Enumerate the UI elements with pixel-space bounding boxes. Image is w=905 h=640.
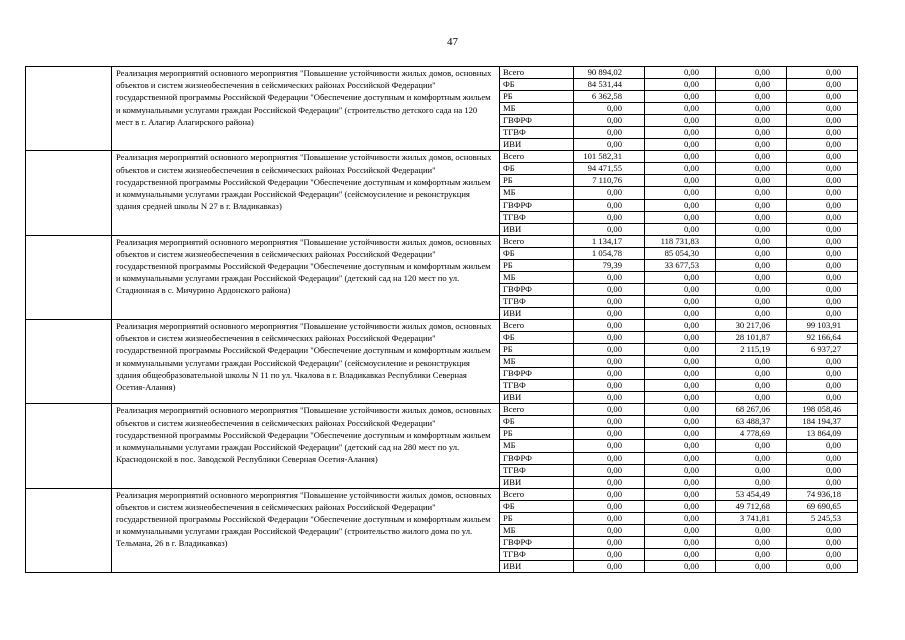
funding-source: ИВИ	[500, 139, 574, 151]
amount-cell: 0,00	[574, 319, 645, 331]
amount-cell: 0,00	[574, 295, 645, 307]
amount-cell: 0,00	[645, 416, 716, 428]
empty-index-cell	[26, 404, 112, 488]
amount-cell: 1 134,17	[574, 235, 645, 247]
amount-cell: 28 101,87	[716, 332, 787, 344]
amount-cell: 0,00	[645, 103, 716, 115]
amount-cell: 0,00	[574, 512, 645, 524]
table-row	[26, 488, 858, 500]
amount-cell: 0,00	[574, 488, 645, 500]
amount-cell: 0,00	[787, 199, 858, 211]
amount-cell: 0,00	[716, 151, 787, 163]
amount-cell: 0,00	[574, 187, 645, 199]
amount-cell: 0,00	[645, 139, 716, 151]
funding-source: ТГВФ	[500, 380, 574, 392]
amount-cell: 0,00	[716, 247, 787, 259]
amount-cell: 0,00	[574, 139, 645, 151]
funding-source: ТГВФ	[500, 211, 574, 223]
amount-cell: 0,00	[645, 428, 716, 440]
funding-source: ФБ	[500, 79, 574, 91]
amount-cell: 198 058,46	[787, 404, 858, 416]
amount-cell: 0,00	[787, 115, 858, 127]
page-number: 47	[447, 36, 458, 48]
amount-cell: 0,00	[645, 91, 716, 103]
amount-cell: 0,00	[645, 211, 716, 223]
amount-cell: 0,00	[716, 380, 787, 392]
amount-cell: 0,00	[574, 103, 645, 115]
table-body	[26, 67, 858, 573]
amount-cell: 49 712,68	[716, 500, 787, 512]
measure-description: Реализация мероприятий основного мероприятия "Повышение устойчивости жилых домов, основных объектов и систем жизнеобеспечения в сейсмических районах Российской Федерации" государственной программы Российской Федерации "Обеспечение доступным и комфортным жильем и коммунальными услугами граждан Российской Федерации" (детский сад на 280 мест по ул. Краснодонской в пос. Заводской Республики Северная Осетия-Алания)	[112, 404, 500, 488]
amount-cell: 0,00	[645, 500, 716, 512]
funding-source: МБ	[500, 103, 574, 115]
amount-cell: 0,00	[787, 560, 858, 572]
amount-cell: 0,00	[645, 319, 716, 331]
amount-cell: 0,00	[716, 283, 787, 295]
funding-source: МБ	[500, 524, 574, 536]
amount-cell: 0,00	[645, 151, 716, 163]
funding-source: РБ	[500, 91, 574, 103]
amount-cell: 0,00	[787, 440, 858, 452]
amount-cell: 0,00	[787, 127, 858, 139]
amount-cell: 0,00	[716, 392, 787, 404]
amount-cell: 0,00	[787, 175, 858, 187]
amount-cell: 0,00	[574, 199, 645, 211]
amount-cell: 184 194,37	[787, 416, 858, 428]
amount-cell: 0,00	[645, 452, 716, 464]
amount-cell: 0,00	[645, 115, 716, 127]
amount-cell: 0,00	[574, 452, 645, 464]
measure-description: Реализация мероприятий основного мероприятия "Повышение устойчивости жилых домов, основных объектов и систем жизнеобеспечения в сейсмических районах Российской Федерации" государственной программы Российской Федерации "Обеспечение доступным и комфортным жильем и коммунальными услугами граждан Российской Федерации" (сейсмоусиление и реконструкция здания средней школы N 27 в г. Владикавказ)	[112, 151, 500, 235]
amount-cell: 0,00	[716, 440, 787, 452]
funding-source: РБ	[500, 259, 574, 271]
amount-cell: 0,00	[787, 295, 858, 307]
funding-source: ФБ	[500, 163, 574, 175]
amount-cell: 30 217,06	[716, 319, 787, 331]
amount-cell: 0,00	[787, 91, 858, 103]
amount-cell: 0,00	[716, 79, 787, 91]
amount-cell: 3 741,81	[716, 512, 787, 524]
amount-cell: 0,00	[574, 392, 645, 404]
amount-cell: 0,00	[716, 271, 787, 283]
funding-source: ФБ	[500, 332, 574, 344]
amount-cell: 0,00	[574, 271, 645, 283]
amount-cell: 0,00	[645, 163, 716, 175]
amount-cell: 0,00	[574, 115, 645, 127]
amount-cell: 101 582,31	[574, 151, 645, 163]
amount-cell: 33 677,53	[645, 259, 716, 271]
funding-source: Всего	[500, 235, 574, 247]
amount-cell: 99 103,91	[787, 319, 858, 331]
funding-source: РБ	[500, 175, 574, 187]
amount-cell: 4 778,69	[716, 428, 787, 440]
amount-cell: 0,00	[716, 199, 787, 211]
amount-cell: 0,00	[574, 380, 645, 392]
funding-source: МБ	[500, 271, 574, 283]
measure-description: Реализация мероприятий основного мероприятия "Повышение устойчивости жилых домов, основных объектов и систем жизнеобеспечения в сейсмических районах Российской Федерации" государственной программы Российской Федерации "Обеспечение доступным и комфортным жильем и коммунальными услугами граждан Российской Федерации" (сейсмоусиление и реконструкция здания общеобразовательной школы N 11 по ул. Чкалова в г. Владикавказ Республики Северная Осетия-Алания)	[112, 319, 500, 403]
amount-cell: 0,00	[574, 344, 645, 356]
amount-cell: 1 054,78	[574, 247, 645, 259]
funding-source: МБ	[500, 356, 574, 368]
table-row	[26, 151, 858, 163]
funding-source: ТГВФ	[500, 548, 574, 560]
amount-cell: 0,00	[574, 368, 645, 380]
amount-cell: 0,00	[574, 500, 645, 512]
amount-cell: 53 454,49	[716, 488, 787, 500]
amount-cell: 0,00	[716, 560, 787, 572]
financing-table	[25, 66, 858, 573]
funding-source: Всего	[500, 319, 574, 331]
amount-cell: 0,00	[787, 79, 858, 91]
funding-source: МБ	[500, 187, 574, 199]
amount-cell: 84 531,44	[574, 79, 645, 91]
empty-index-cell	[26, 67, 112, 151]
amount-cell: 0,00	[716, 536, 787, 548]
amount-cell: 79,39	[574, 259, 645, 271]
funding-source: ГВФРФ	[500, 452, 574, 464]
amount-cell: 0,00	[574, 283, 645, 295]
funding-source: ФБ	[500, 247, 574, 259]
funding-source: РБ	[500, 512, 574, 524]
amount-cell: 0,00	[645, 271, 716, 283]
funding-source: ИВИ	[500, 476, 574, 488]
amount-cell: 0,00	[574, 560, 645, 572]
amount-cell: 0,00	[645, 536, 716, 548]
amount-cell: 0,00	[645, 464, 716, 476]
amount-cell: 0,00	[645, 380, 716, 392]
amount-cell: 0,00	[645, 295, 716, 307]
funding-source: ИВИ	[500, 392, 574, 404]
amount-cell: 0,00	[716, 295, 787, 307]
amount-cell: 6 362,58	[574, 91, 645, 103]
amount-cell: 90 894,02	[574, 67, 645, 79]
amount-cell: 0,00	[716, 368, 787, 380]
amount-cell: 7 110,76	[574, 175, 645, 187]
amount-cell: 0,00	[716, 127, 787, 139]
amount-cell: 0,00	[716, 163, 787, 175]
funding-source: ФБ	[500, 416, 574, 428]
amount-cell: 0,00	[716, 139, 787, 151]
amount-cell: 69 690,65	[787, 500, 858, 512]
funding-source: МБ	[500, 440, 574, 452]
funding-source: ИВИ	[500, 307, 574, 319]
amount-cell: 0,00	[716, 175, 787, 187]
amount-cell: 74 936,18	[787, 488, 858, 500]
funding-source: ФБ	[500, 500, 574, 512]
amount-cell: 85 054,30	[645, 247, 716, 259]
amount-cell: 0,00	[787, 476, 858, 488]
amount-cell: 0,00	[574, 223, 645, 235]
amount-cell: 0,00	[787, 151, 858, 163]
amount-cell: 0,00	[787, 452, 858, 464]
table-row	[26, 67, 858, 79]
amount-cell: 118 731,83	[645, 235, 716, 247]
amount-cell: 0,00	[716, 115, 787, 127]
amount-cell: 0,00	[716, 211, 787, 223]
amount-cell: 0,00	[716, 67, 787, 79]
amount-cell: 0,00	[716, 187, 787, 199]
amount-cell: 0,00	[787, 187, 858, 199]
amount-cell: 0,00	[787, 536, 858, 548]
amount-cell: 0,00	[716, 548, 787, 560]
amount-cell: 0,00	[645, 127, 716, 139]
amount-cell: 0,00	[574, 548, 645, 560]
amount-cell: 5 245,53	[787, 512, 858, 524]
amount-cell: 0,00	[787, 163, 858, 175]
amount-cell: 0,00	[787, 307, 858, 319]
funding-source: ГВФРФ	[500, 115, 574, 127]
amount-cell: 0,00	[716, 235, 787, 247]
amount-cell: 0,00	[716, 259, 787, 271]
amount-cell: 0,00	[574, 307, 645, 319]
amount-cell: 94 471,55	[574, 163, 645, 175]
amount-cell: 0,00	[645, 79, 716, 91]
funding-source: РБ	[500, 428, 574, 440]
amount-cell: 0,00	[787, 139, 858, 151]
amount-cell: 0,00	[787, 283, 858, 295]
funding-source: ИВИ	[500, 560, 574, 572]
funding-source: Всего	[500, 151, 574, 163]
amount-cell: 0,00	[787, 211, 858, 223]
table-row	[26, 235, 858, 247]
empty-index-cell	[26, 151, 112, 235]
amount-cell: 0,00	[645, 199, 716, 211]
amount-cell: 0,00	[787, 392, 858, 404]
amount-cell: 0,00	[645, 524, 716, 536]
amount-cell: 63 488,37	[716, 416, 787, 428]
amount-cell: 0,00	[574, 356, 645, 368]
amount-cell: 0,00	[574, 428, 645, 440]
amount-cell: 0,00	[645, 476, 716, 488]
amount-cell: 0,00	[645, 548, 716, 560]
amount-cell: 0,00	[574, 416, 645, 428]
amount-cell: 0,00	[645, 67, 716, 79]
amount-cell: 0,00	[645, 223, 716, 235]
amount-cell: 0,00	[645, 307, 716, 319]
amount-cell: 0,00	[716, 91, 787, 103]
funding-source: ГВФРФ	[500, 536, 574, 548]
funding-source: Всего	[500, 404, 574, 416]
amount-cell: 0,00	[645, 560, 716, 572]
amount-cell: 0,00	[574, 332, 645, 344]
table-row	[26, 404, 858, 416]
amount-cell: 0,00	[645, 404, 716, 416]
empty-index-cell	[26, 488, 112, 572]
table-row	[26, 319, 858, 331]
amount-cell: 0,00	[645, 392, 716, 404]
amount-cell: 68 267,06	[716, 404, 787, 416]
amount-cell: 0,00	[787, 380, 858, 392]
funding-source: РБ	[500, 344, 574, 356]
amount-cell: 92 166,64	[787, 332, 858, 344]
funding-source: ГВФРФ	[500, 283, 574, 295]
amount-cell: 0,00	[716, 307, 787, 319]
amount-cell: 0,00	[716, 464, 787, 476]
funding-source: ТГВФ	[500, 464, 574, 476]
amount-cell: 0,00	[645, 283, 716, 295]
amount-cell: 0,00	[787, 464, 858, 476]
funding-source: ТГВФ	[500, 127, 574, 139]
amount-cell: 0,00	[787, 235, 858, 247]
amount-cell: 0,00	[787, 368, 858, 380]
amount-cell: 0,00	[574, 404, 645, 416]
amount-cell: 0,00	[645, 440, 716, 452]
measure-description: Реализация мероприятий основного мероприятия "Повышение устойчивости жилых домов, основных объектов и систем жизнеобеспечения в сейсмических районах Российской Федерации" государственной программы Российской Федерации "Обеспечение доступным и комфортным жильем и коммунальными услугами граждан Российской Федерации" (детский сад на 120 мест по ул. Стадионная в с. Мичурино Ардонского района)	[112, 235, 500, 319]
amount-cell: 0,00	[716, 223, 787, 235]
amount-cell: 0,00	[787, 247, 858, 259]
amount-cell: 0,00	[716, 103, 787, 115]
measure-description: Реализация мероприятий основного мероприятия "Повышение устойчивости жилых домов, основных объектов и систем жизнеобеспечения в сейсмических районах Российской Федерации" государственной программы Российской Федерации "Обеспечение доступным и комфортным жильем и коммунальными услугами граждан Российской Федерации" (строительство жилого дома по ул. Тельмана, 26 в г. Владикавказ)	[112, 488, 500, 572]
amount-cell: 0,00	[645, 187, 716, 199]
amount-cell: 0,00	[787, 524, 858, 536]
amount-cell: 0,00	[574, 536, 645, 548]
amount-cell: 6 937,27	[787, 344, 858, 356]
funding-source: ИВИ	[500, 223, 574, 235]
funding-source: ТГВФ	[500, 295, 574, 307]
amount-cell: 2 115,19	[716, 344, 787, 356]
amount-cell: 0,00	[645, 332, 716, 344]
measure-description: Реализация мероприятий основного мероприятия "Повышение устойчивости жилых домов, основных объектов и систем жизнеобеспечения в сейсмических районах Российской Федерации" государственной программы Российской Федерации "Обеспечение доступным и комфортным жильем и коммунальными услугами граждан Российской Федерации" (строительство детского сада на 120 мест в г. Алагир Алагирского района)	[112, 67, 500, 151]
amount-cell: 0,00	[645, 488, 716, 500]
empty-index-cell	[26, 235, 112, 319]
funding-source: Всего	[500, 488, 574, 500]
amount-cell: 0,00	[645, 512, 716, 524]
amount-cell: 0,00	[645, 344, 716, 356]
amount-cell: 0,00	[787, 223, 858, 235]
amount-cell: 0,00	[645, 356, 716, 368]
amount-cell: 0,00	[716, 452, 787, 464]
amount-cell: 0,00	[574, 464, 645, 476]
funding-source: ГВФРФ	[500, 368, 574, 380]
amount-cell: 0,00	[574, 476, 645, 488]
amount-cell: 0,00	[574, 211, 645, 223]
amount-cell: 0,00	[645, 368, 716, 380]
amount-cell: 0,00	[574, 524, 645, 536]
amount-cell: 0,00	[716, 356, 787, 368]
funding-source: Всего	[500, 67, 574, 79]
amount-cell: 13 864,09	[787, 428, 858, 440]
amount-cell: 0,00	[787, 356, 858, 368]
amount-cell: 0,00	[787, 103, 858, 115]
amount-cell: 0,00	[787, 271, 858, 283]
amount-cell: 0,00	[574, 440, 645, 452]
amount-cell: 0,00	[787, 259, 858, 271]
amount-cell: 0,00	[716, 476, 787, 488]
empty-index-cell	[26, 319, 112, 403]
amount-cell: 0,00	[645, 175, 716, 187]
amount-cell: 0,00	[787, 548, 858, 560]
amount-cell: 0,00	[787, 67, 858, 79]
funding-source: ГВФРФ	[500, 199, 574, 211]
amount-cell: 0,00	[574, 127, 645, 139]
amount-cell: 0,00	[716, 524, 787, 536]
